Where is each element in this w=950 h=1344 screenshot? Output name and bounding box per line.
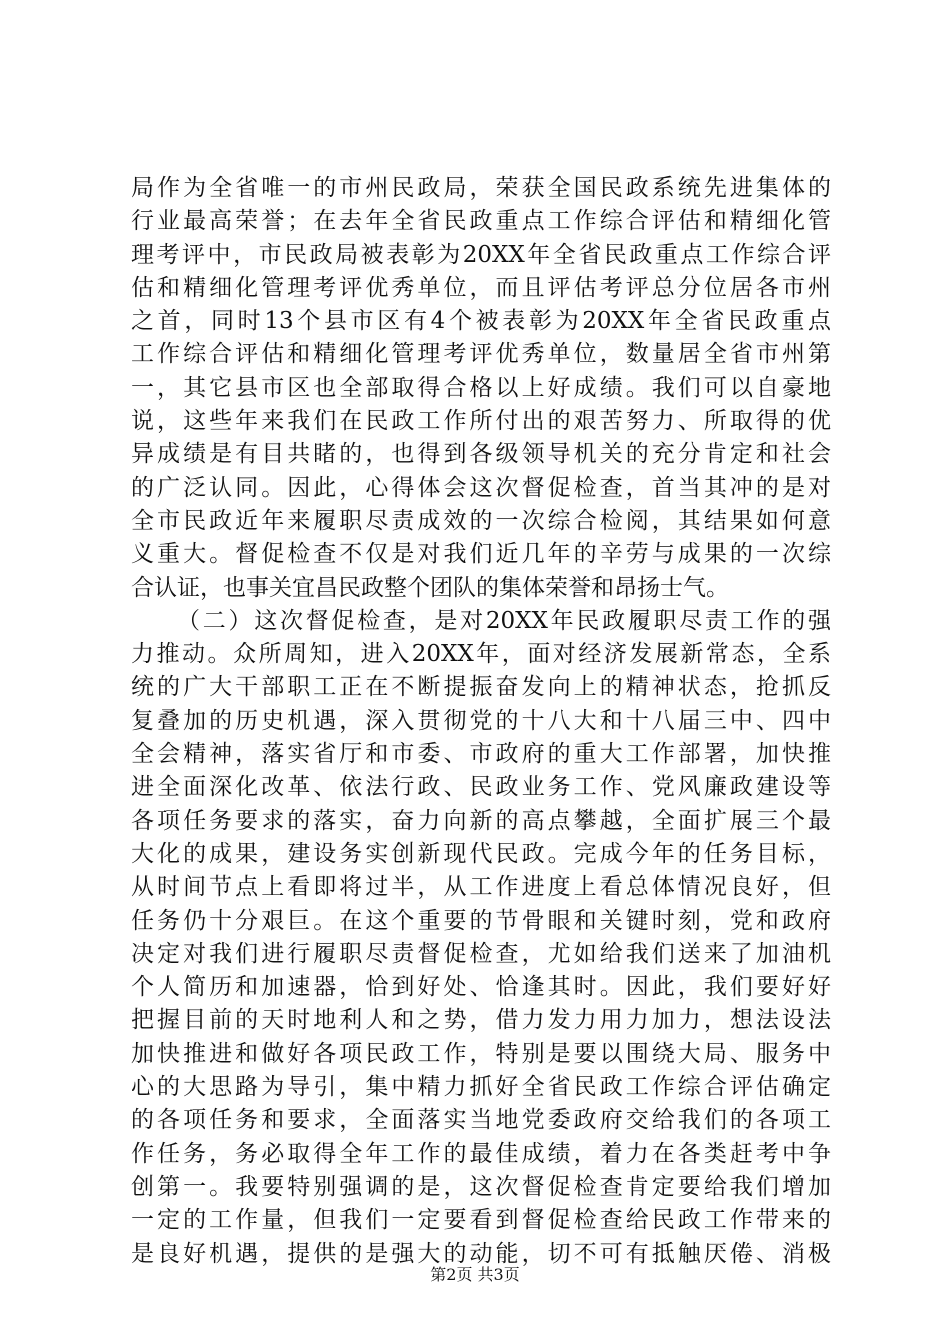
text-line: 决定对我们进行履职尽责督促检查，尤如给我们送来了加油机 — [131, 940, 831, 967]
text-line: 加快推进和做好各项民政工作，特别是要以围绕大局、服务中 — [131, 1040, 831, 1067]
text-line: 的广泛认同。因此，心得体会这次督促检查，首当其冲的是对 — [131, 474, 831, 501]
text-line: 一，其它县市区也全部取得合格以上好成绩。我们可以自豪地 — [131, 374, 831, 401]
text-line: 任务仍十分艰巨。在这个重要的节骨眼和关键时刻，党和政府 — [131, 907, 831, 934]
text-line: 局作为全省唯一的市州民政局，荣获全国民政系统先进集体的 — [131, 175, 831, 201]
text-line: 理考评中，市民政局被表彰为20XX年全省民政重点工作综合评 — [131, 241, 831, 268]
text-line: 的各项任务和要求，全面落实当地党委政府交给我们的各项工 — [131, 1107, 831, 1134]
text-line: 行业最高荣誉；在去年全省民政重点工作综合评估和精细化管 — [131, 208, 831, 235]
text-line: 个人简历和加速器，恰到好处、恰逢其时。因此，我们要好好 — [131, 974, 831, 1001]
page-number: 第2页 共3页 — [430, 1265, 520, 1284]
text-line: 估和精细化管理考评优秀单位，而且评估考评总分位居各市州 — [131, 274, 831, 301]
text-line: 从时间节点上看即将过半，从工作进度上看总体情况良好，但 — [131, 874, 831, 901]
text-line: 作任务，务必取得全年工作的最佳成绩，着力在各类赶考中争 — [131, 1140, 831, 1167]
text-line: 一定的工作量，但我们一定要看到督促检查给民政工作带来的 — [131, 1207, 831, 1234]
text-line: 把握目前的天时地利人和之势，借力发力用力加力，想法设法 — [131, 1007, 831, 1034]
document-body — [131, 172, 831, 1271]
text-line: 力推动。众所周知，进入20XX年，面对经济发展新常态，全系 — [131, 641, 831, 668]
text-line: 进全面深化改革、依法行政、民政业务工作、党风廉政建设等 — [131, 774, 831, 801]
text-line: 创第一。我要特别强调的是，这次督促检查肯定要给我们增加 — [131, 1173, 831, 1200]
text-line: 合认证，也事关宜昌民政整个团队的集体荣誉和昂扬士气。 — [131, 574, 729, 601]
page-footer — [0, 1262, 950, 1285]
text-line: 统的广大干部职工正在不断提振奋发向上的精神状态，抢抓反 — [131, 674, 831, 701]
text-line: 异成绩是有目共睹的，也得到各级领导机关的充分肯定和社会 — [131, 441, 831, 468]
paragraph-start-line: （二）这次督促检查，是对20XX年民政履职尽责工作的强 — [177, 607, 831, 634]
text-line: 说，这些年来我们在民政工作所付出的艰苦努力、所取得的优 — [131, 408, 831, 435]
text-line: 心的大思路为导引，集中精力抓好全省民政工作综合评估确定 — [131, 1074, 831, 1101]
text-line: 义重大。督促检查不仅是对我们近几年的辛劳与成果的一次综 — [131, 541, 831, 568]
text-line: 全市民政近年来履职尽责成效的一次综合检阅，其结果如何意 — [131, 507, 831, 534]
text-line: 各项任务要求的落实，奋力向新的高点攀越，全面扩展三个最 — [131, 807, 831, 834]
text-line: 复叠加的历史机遇，深入贯彻党的十八大和十八届三中、四中 — [131, 707, 831, 734]
text-line: 全会精神，落实省厅和市委、市政府的重大工作部署，加快推 — [131, 741, 831, 768]
text-line: 是良好机遇，提供的是强大的动能，切不可有抵触厌倦、消极 — [131, 1240, 831, 1267]
text-line: 工作综合评估和精细化管理考评优秀单位，数量居全省市州第 — [131, 341, 831, 368]
text-line: 大化的成果，建设务实创新现代民政。完成今年的任务目标， — [131, 840, 831, 867]
text-line: 之首，同时13个县市区有4个被表彰为20XX年全省民政重点 — [131, 308, 831, 335]
